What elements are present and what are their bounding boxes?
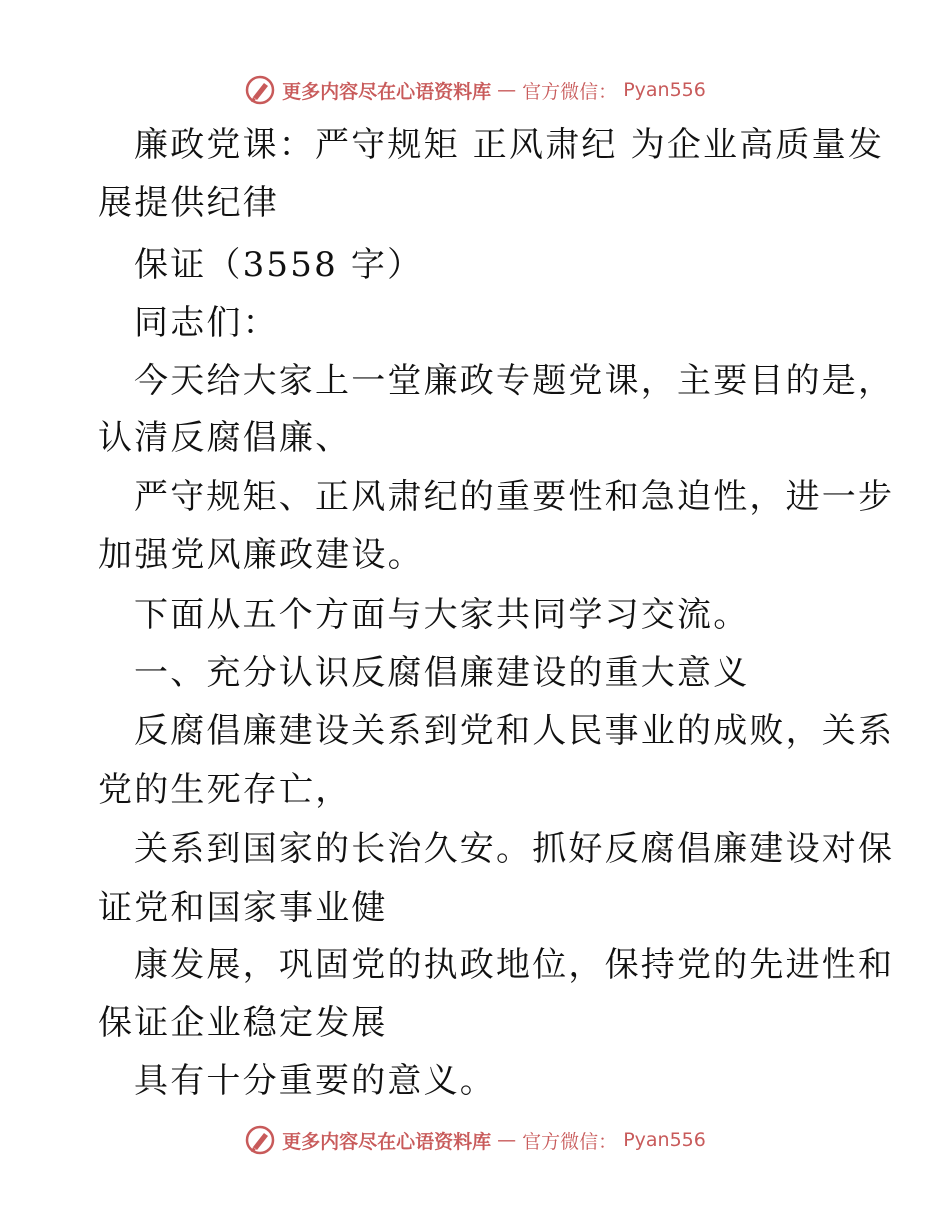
document-title-line-2: 展提供纪律: [98, 183, 279, 223]
paragraph-line: 证党和国家事业健: [98, 888, 388, 928]
pen-logo-icon: [244, 74, 276, 106]
watermark-wechat-id: Pyan556: [623, 1129, 706, 1151]
paragraph-line: 严守规矩、正风肃纪的重要性和急迫性，进一步: [134, 477, 895, 517]
pen-logo-icon: [244, 1124, 276, 1156]
paragraph-line: 反腐倡廉建设关系到党和人民事业的成败，关系: [134, 711, 895, 751]
document-title-line-1: 廉政党课：严守规矩 正风肃纪 为企业高质量发: [134, 125, 885, 165]
watermark-brand: 更多内容尽在心语资料库: [282, 1130, 492, 1153]
paragraph-line: 保证企业稳定发展: [98, 1003, 388, 1043]
salutation: 同志们：: [134, 303, 279, 343]
watermark-wechat-label: 官方微信：: [522, 1130, 618, 1153]
paragraph-line: 党的生死存亡，: [98, 770, 352, 810]
paragraph-line: 具有十分重要的意义。: [134, 1061, 496, 1101]
paragraph-line: 康发展，巩固党的执政地位，保持党的先进性和: [134, 945, 895, 985]
paragraph-line: 加强党风廉政建设。: [98, 535, 424, 575]
watermark-separator: —: [497, 79, 517, 101]
document-title-line-3: 保证（3558 字）: [134, 245, 424, 285]
watermark-wechat-id: Pyan556: [623, 79, 706, 101]
watermark-wechat-label: 官方微信：: [522, 80, 618, 103]
paragraph-line: 认清反腐倡廉、: [98, 418, 352, 458]
paragraph-line: 关系到国家的长治久安。抓好反腐倡廉建设对保: [134, 829, 895, 869]
watermark-separator: —: [497, 1129, 517, 1151]
paragraph-line: 下面从五个方面与大家共同学习交流。: [134, 595, 750, 635]
section-heading: 一、充分认识反腐倡廉建设的重大意义: [134, 653, 750, 693]
header-watermark: [0, 70, 950, 110]
paragraph-line: 今天给大家上一堂廉政专题党课，主要目的是，: [134, 361, 895, 401]
watermark-brand: 更多内容尽在心语资料库: [282, 80, 492, 103]
footer-watermark: [0, 1120, 950, 1160]
